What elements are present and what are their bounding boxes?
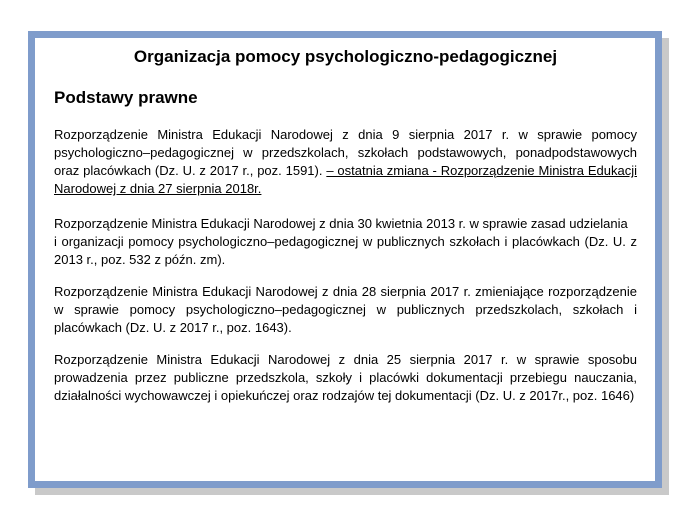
regulation-1-text: Rozporządzenie Ministra Edukacji Narodowej z dnia 9 sierpnia 2017 r. w sprawie pomocy psychologiczno–pedagogicznej w przedszkolach, szkołach podstawowych, ponadpodstawowych oraz placówkach (Dz. U. z 2017 r., poz. 1591). — [54, 127, 637, 178]
regulation-paragraph-2 — [54, 215, 637, 269]
page-title: Organizacja pomocy psychologiczno-pedagogicznej — [133, 47, 558, 66]
regulation-1-last-change: – ostatnia zmiana - Rozporządzenie Ministra Edukacji Narodowej z dnia 27 sierpnia 2018r. — [54, 163, 637, 196]
regulation-paragraph-3: Rozporządzenie Ministra Edukacji Narodowej z dnia 28 sierpnia 2017 r. zmieniające rozporządzenie w sprawie pomocy psychologiczno–pedagogicznej w publicznych przedszkolach, szkołach i placówkach (Dz. U. z 2017 r., poz. 1643). — [54, 284, 637, 335]
regulation-paragraph-4: Rozporządzenie Ministra Edukacji Narodowej z dnia 25 sierpnia 2017 r. w sprawie sposobu prowadzenia przez publiczne przedszkola, szkoły i placówki dokumentacji przebiegu nauczania, działalności wychowawczej i opiekuńczej oraz rodzajów tej dokumentacji (Dz. U. z 2017r., poz. 1646) — [54, 352, 637, 403]
regulation-2-line-1: Rozporządzenie Ministra Edukacji Narodowej z dnia 30 kwietnia 2013 r. w sprawie zasad udzielania — [54, 216, 628, 231]
regulation-2-line-2: i organizacji pomocy psychologiczno–pedagogicznej w publicznych szkołach i placówkach (Dz. U. z 2013 r., poz. 532 z późn. zm). — [54, 234, 637, 267]
document-frame — [28, 31, 662, 488]
regulation-paragraph-1 — [54, 126, 637, 198]
document-content — [54, 46, 637, 405]
section-heading: Podstawy prawne — [54, 88, 198, 107]
